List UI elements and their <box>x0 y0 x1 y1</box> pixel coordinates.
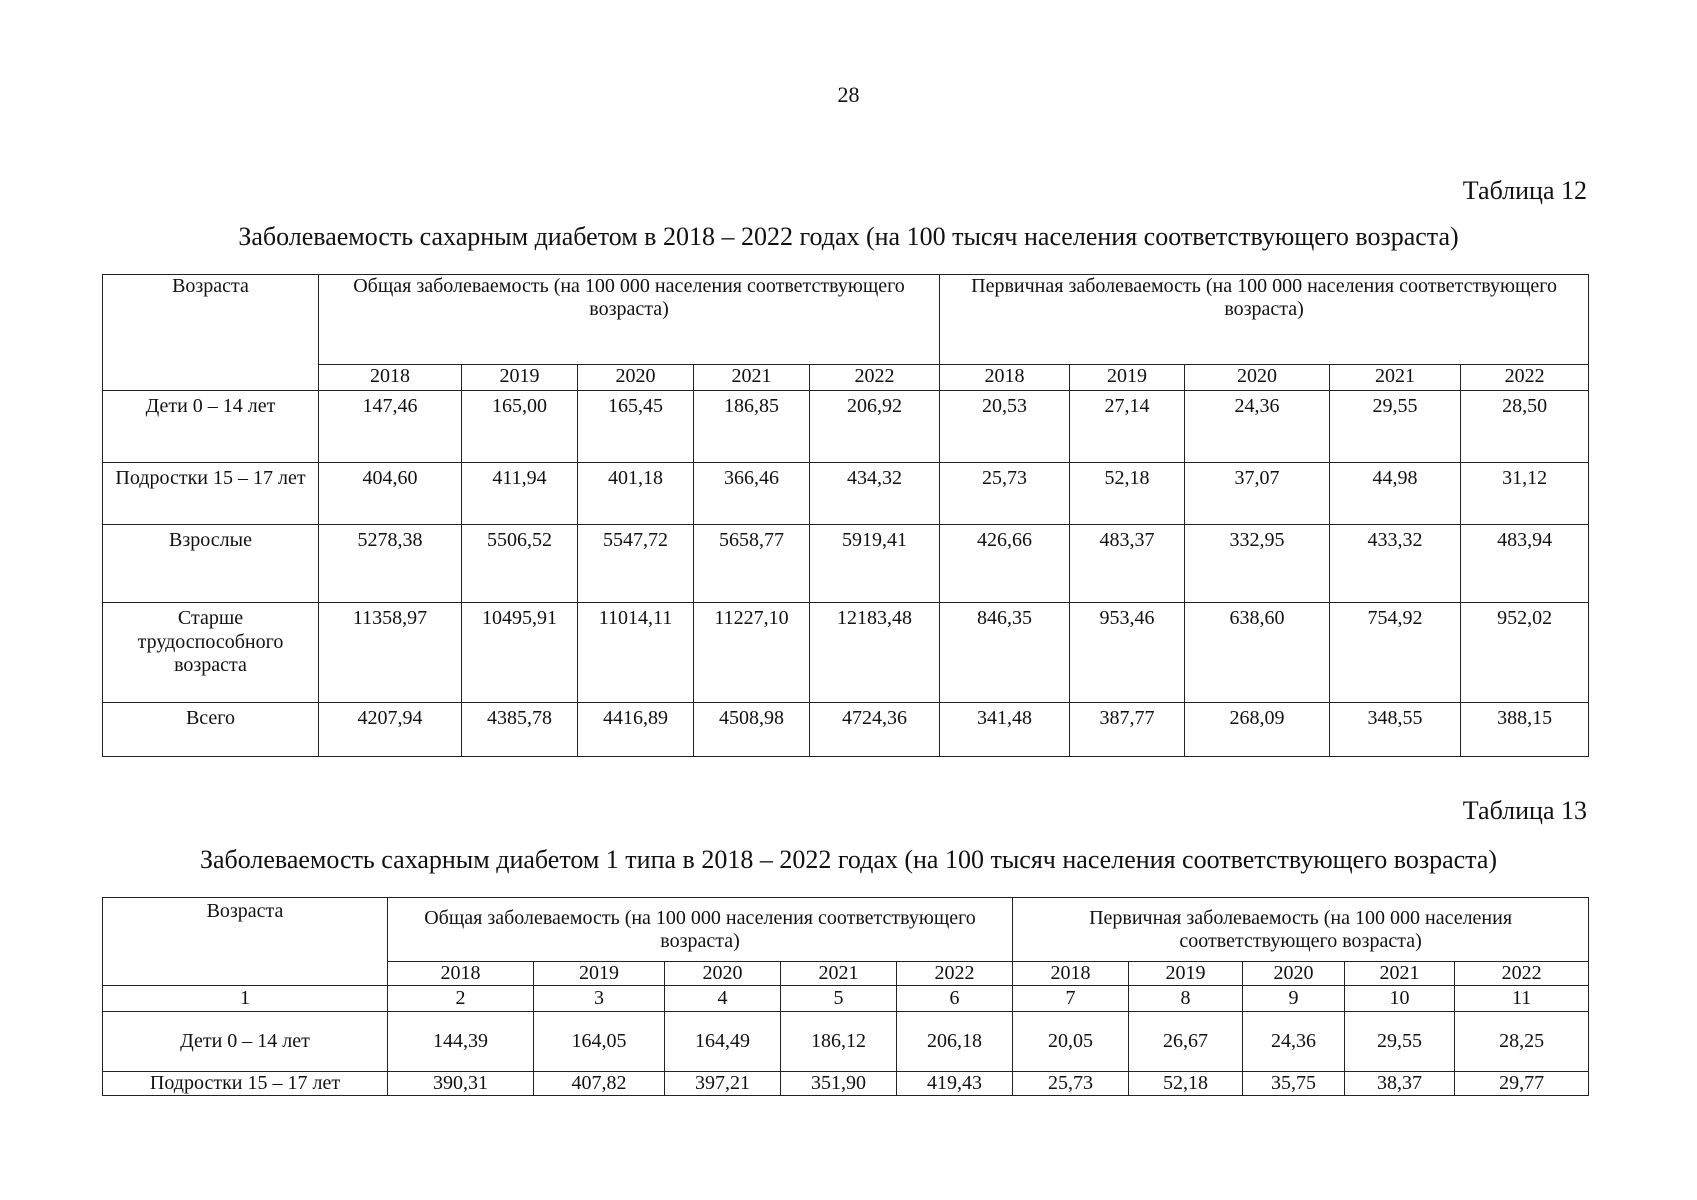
table-cell: 4724,36 <box>810 703 940 757</box>
table-cell: 419,43 <box>897 1072 1013 1096</box>
table-row <box>103 391 1589 463</box>
table-cell: 35,75 <box>1243 1072 1345 1096</box>
table-cell: 348,55 <box>1330 703 1461 757</box>
column-number: 7 <box>1013 986 1129 1012</box>
table12-year-header: 2022 <box>810 365 940 391</box>
table-cell: 401,18 <box>578 463 694 525</box>
table13 <box>102 897 1589 1096</box>
table-cell: 11014,11 <box>578 603 694 703</box>
table-cell: 165,00 <box>462 391 578 463</box>
table-cell: 52,18 <box>1070 463 1185 525</box>
table-cell: 186,85 <box>694 391 810 463</box>
column-number-row <box>103 986 1589 1012</box>
table-cell: 407,82 <box>534 1072 665 1096</box>
row-label: Всего <box>103 703 319 757</box>
table-cell: 953,46 <box>1070 603 1185 703</box>
table-cell: 11227,10 <box>694 603 810 703</box>
table-cell: 29,55 <box>1330 391 1461 463</box>
table12-year-header: 2021 <box>694 365 810 391</box>
table-cell: 10495,91 <box>462 603 578 703</box>
table-cell: 388,15 <box>1461 703 1589 757</box>
table-cell: 28,50 <box>1461 391 1589 463</box>
table-row <box>103 1072 1589 1096</box>
table-cell: 4508,98 <box>694 703 810 757</box>
table12-title: Заболеваемость сахарным диабетом в 2018 – 2022 годах (на 100 тысяч населения соответствующего возраста) <box>238 222 1459 251</box>
table-cell: 332,95 <box>1185 525 1330 603</box>
table-cell: 206,18 <box>897 1012 1013 1072</box>
table-cell: 351,90 <box>781 1072 897 1096</box>
table-cell: 952,02 <box>1461 603 1589 703</box>
table-cell: 411,94 <box>462 463 578 525</box>
table13-year-header: 2018 <box>388 962 534 986</box>
table-cell: 433,32 <box>1330 525 1461 603</box>
table-cell: 341,48 <box>940 703 1070 757</box>
table-cell: 206,92 <box>810 391 940 463</box>
table-cell: 24,36 <box>1243 1012 1345 1072</box>
table-cell: 754,92 <box>1330 603 1461 703</box>
column-number: 3 <box>534 986 665 1012</box>
table12-year-header: 2021 <box>1330 365 1461 391</box>
table13-year-header: 2021 <box>781 962 897 986</box>
table12-year-header: 2020 <box>1185 365 1330 391</box>
table13-title: Заболеваемость сахарным диабетом 1 типа в 2018 – 2022 годах (на 100 тысяч населения соответствующего возраста) <box>199 845 1498 874</box>
table-cell: 483,37 <box>1070 525 1185 603</box>
table-cell: 29,77 <box>1455 1072 1589 1096</box>
table-cell: 28,25 <box>1455 1012 1589 1072</box>
table-cell: 4385,78 <box>462 703 578 757</box>
table-cell: 11358,97 <box>319 603 462 703</box>
table-cell: 12183,48 <box>810 603 940 703</box>
table-cell: 165,45 <box>578 391 694 463</box>
table-cell: 20,53 <box>940 391 1070 463</box>
table-cell: 25,73 <box>940 463 1070 525</box>
table-cell: 37,07 <box>1185 463 1330 525</box>
column-number: 4 <box>665 986 781 1012</box>
table13-year-header: 2022 <box>897 962 1013 986</box>
table13-year-header: 2019 <box>534 962 665 986</box>
column-number: 8 <box>1129 986 1243 1012</box>
table-cell: 390,31 <box>388 1072 534 1096</box>
table13-year-header: 2020 <box>665 962 781 986</box>
table13-year-header: 2018 <box>1013 962 1129 986</box>
table-cell: 24,36 <box>1185 391 1330 463</box>
table-cell: 31,12 <box>1461 463 1589 525</box>
table-cell: 5278,38 <box>319 525 462 603</box>
table-cell: 4207,94 <box>319 703 462 757</box>
column-number: 1 <box>103 986 388 1012</box>
column-number: 10 <box>1345 986 1455 1012</box>
table12-age-header: Возраста <box>103 275 319 391</box>
table12-primary-header: Первичная заболеваемость (на 100 000 населения соответствующего возраста) <box>940 275 1589 365</box>
table-cell: 52,18 <box>1129 1072 1243 1096</box>
table-cell: 164,49 <box>665 1012 781 1072</box>
table-cell: 846,35 <box>940 603 1070 703</box>
table-cell: 147,46 <box>319 391 462 463</box>
table12-general-header: Общая заболеваемость (на 100 000 населения соответствующего возраста) <box>319 275 940 365</box>
table-cell: 638,60 <box>1185 603 1330 703</box>
table13-age-header: Возраста <box>103 898 388 986</box>
column-number: 2 <box>388 986 534 1012</box>
table-cell: 5506,52 <box>462 525 578 603</box>
row-label: Дети 0 – 14 лет <box>103 1012 388 1072</box>
table-cell: 404,60 <box>319 463 462 525</box>
table-cell: 44,98 <box>1330 463 1461 525</box>
table-row <box>103 703 1589 757</box>
table-cell: 29,55 <box>1345 1012 1455 1072</box>
table13-year-header: 2021 <box>1345 962 1455 986</box>
table13-year-header: 2022 <box>1455 962 1589 986</box>
table12-year-header: 2019 <box>462 365 578 391</box>
table-cell: 366,46 <box>694 463 810 525</box>
table12-year-header: 2022 <box>1461 365 1589 391</box>
column-number: 5 <box>781 986 897 1012</box>
row-label: Дети 0 – 14 лет <box>103 391 319 463</box>
table13-year-header: 2020 <box>1243 962 1345 986</box>
table-cell: 4416,89 <box>578 703 694 757</box>
table-row <box>103 603 1589 703</box>
table12-year-header: 2018 <box>319 365 462 391</box>
table-cell: 426,66 <box>940 525 1070 603</box>
table-cell: 483,94 <box>1461 525 1589 603</box>
column-number: 6 <box>897 986 1013 1012</box>
table13-general-header: Общая заболеваемость (на 100 000 населения соответствующего возраста) <box>388 898 1013 962</box>
table-cell: 144,39 <box>388 1012 534 1072</box>
column-number: 11 <box>1455 986 1589 1012</box>
table-cell: 5547,72 <box>578 525 694 603</box>
table13-label: Таблица 13 <box>1462 796 1587 825</box>
row-label: Подростки 15 – 17 лет <box>103 463 319 525</box>
table-cell: 434,32 <box>810 463 940 525</box>
page-number: 28 <box>837 82 860 107</box>
table13-year-header: 2019 <box>1129 962 1243 986</box>
table-cell: 397,21 <box>665 1072 781 1096</box>
table-cell: 26,67 <box>1129 1012 1243 1072</box>
table13-primary-header: Первичная заболеваемость (на 100 000 населения соответствующего возраста) <box>1013 898 1589 962</box>
row-label: Старше трудоспособного возраста <box>103 603 319 703</box>
row-label: Подростки 15 – 17 лет <box>103 1072 388 1096</box>
table12-year-header: 2020 <box>578 365 694 391</box>
table-cell: 5919,41 <box>810 525 940 603</box>
table12-year-header: 2018 <box>940 365 1070 391</box>
row-label: Взрослые <box>103 525 319 603</box>
table12-label: Таблица 12 <box>1462 176 1587 205</box>
table-cell: 20,05 <box>1013 1012 1129 1072</box>
table-cell: 186,12 <box>781 1012 897 1072</box>
table-row <box>103 1012 1589 1072</box>
table-cell: 38,37 <box>1345 1072 1455 1096</box>
table-cell: 387,77 <box>1070 703 1185 757</box>
table12 <box>102 274 1589 757</box>
table-cell: 164,05 <box>534 1012 665 1072</box>
column-number: 9 <box>1243 986 1345 1012</box>
table-cell: 27,14 <box>1070 391 1185 463</box>
table-cell: 25,73 <box>1013 1072 1129 1096</box>
table-cell: 5658,77 <box>694 525 810 603</box>
table-row <box>103 463 1589 525</box>
table12-year-header: 2019 <box>1070 365 1185 391</box>
table-row <box>103 525 1589 603</box>
table-cell: 268,09 <box>1185 703 1330 757</box>
